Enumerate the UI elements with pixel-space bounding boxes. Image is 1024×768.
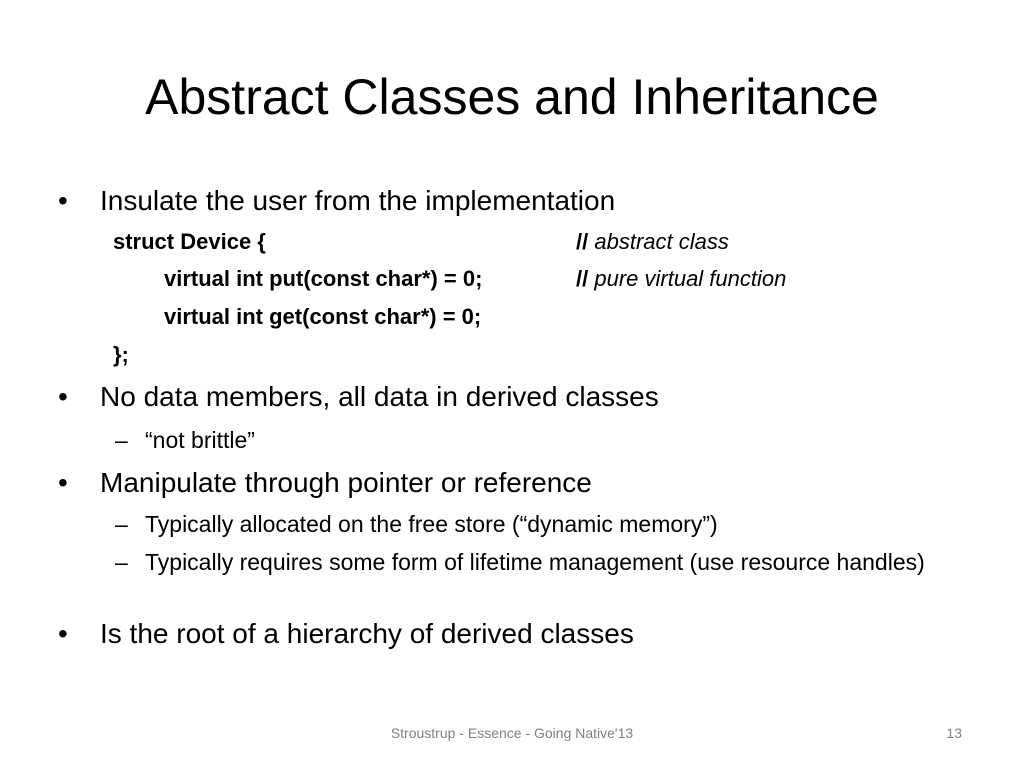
bullet-item (58, 465, 592, 501)
comment-marker: // (576, 229, 589, 254)
slide-footer: Stroustrup - Essence - Going Native'13 (390, 725, 634, 741)
bullet-marker: • (58, 381, 68, 412)
subbullet-item (115, 425, 945, 455)
code-line: }; (113, 342, 129, 367)
bullet-item (58, 183, 616, 219)
slide-title: Abstract Classes and Inheritance (145, 69, 879, 125)
subbullet-text: Typically requires some form of lifetime management (use resource handles) (145, 549, 925, 575)
bullet-marker: • (58, 185, 68, 216)
dash-marker: – (115, 427, 128, 453)
bullet-marker: • (58, 467, 68, 498)
subbullet-text: Typically allocated on the free store (“dynamic memory”) (145, 511, 718, 537)
bullet-text: Is the root of a hierarchy of derived classes (100, 618, 634, 649)
bullet-text: Insulate the user from the implementation (100, 185, 616, 216)
subbullet-item (115, 509, 945, 539)
comment-text: abstract class (594, 229, 729, 254)
code-comment (576, 227, 729, 257)
bullet-item (58, 616, 634, 652)
page-number: 13 (946, 725, 962, 741)
code-line: virtual int get(const char*) = 0; (164, 304, 482, 329)
comment-marker: // (576, 266, 589, 291)
subbullet-text: “not brittle” (145, 427, 255, 453)
dash-marker: – (115, 549, 128, 575)
bullet-text: No data members, all data in derived classes (100, 381, 659, 412)
subbullet-item (115, 547, 945, 577)
code-line: virtual int put(const char*) = 0; (164, 266, 483, 291)
dash-marker: – (115, 511, 128, 537)
code-comment (576, 264, 786, 294)
bullet-text: Manipulate through pointer or reference (100, 467, 592, 498)
bullet-marker: • (58, 618, 68, 649)
bullet-item (58, 379, 659, 415)
code-line: struct Device { (113, 229, 266, 254)
comment-text: pure virtual function (594, 266, 787, 291)
